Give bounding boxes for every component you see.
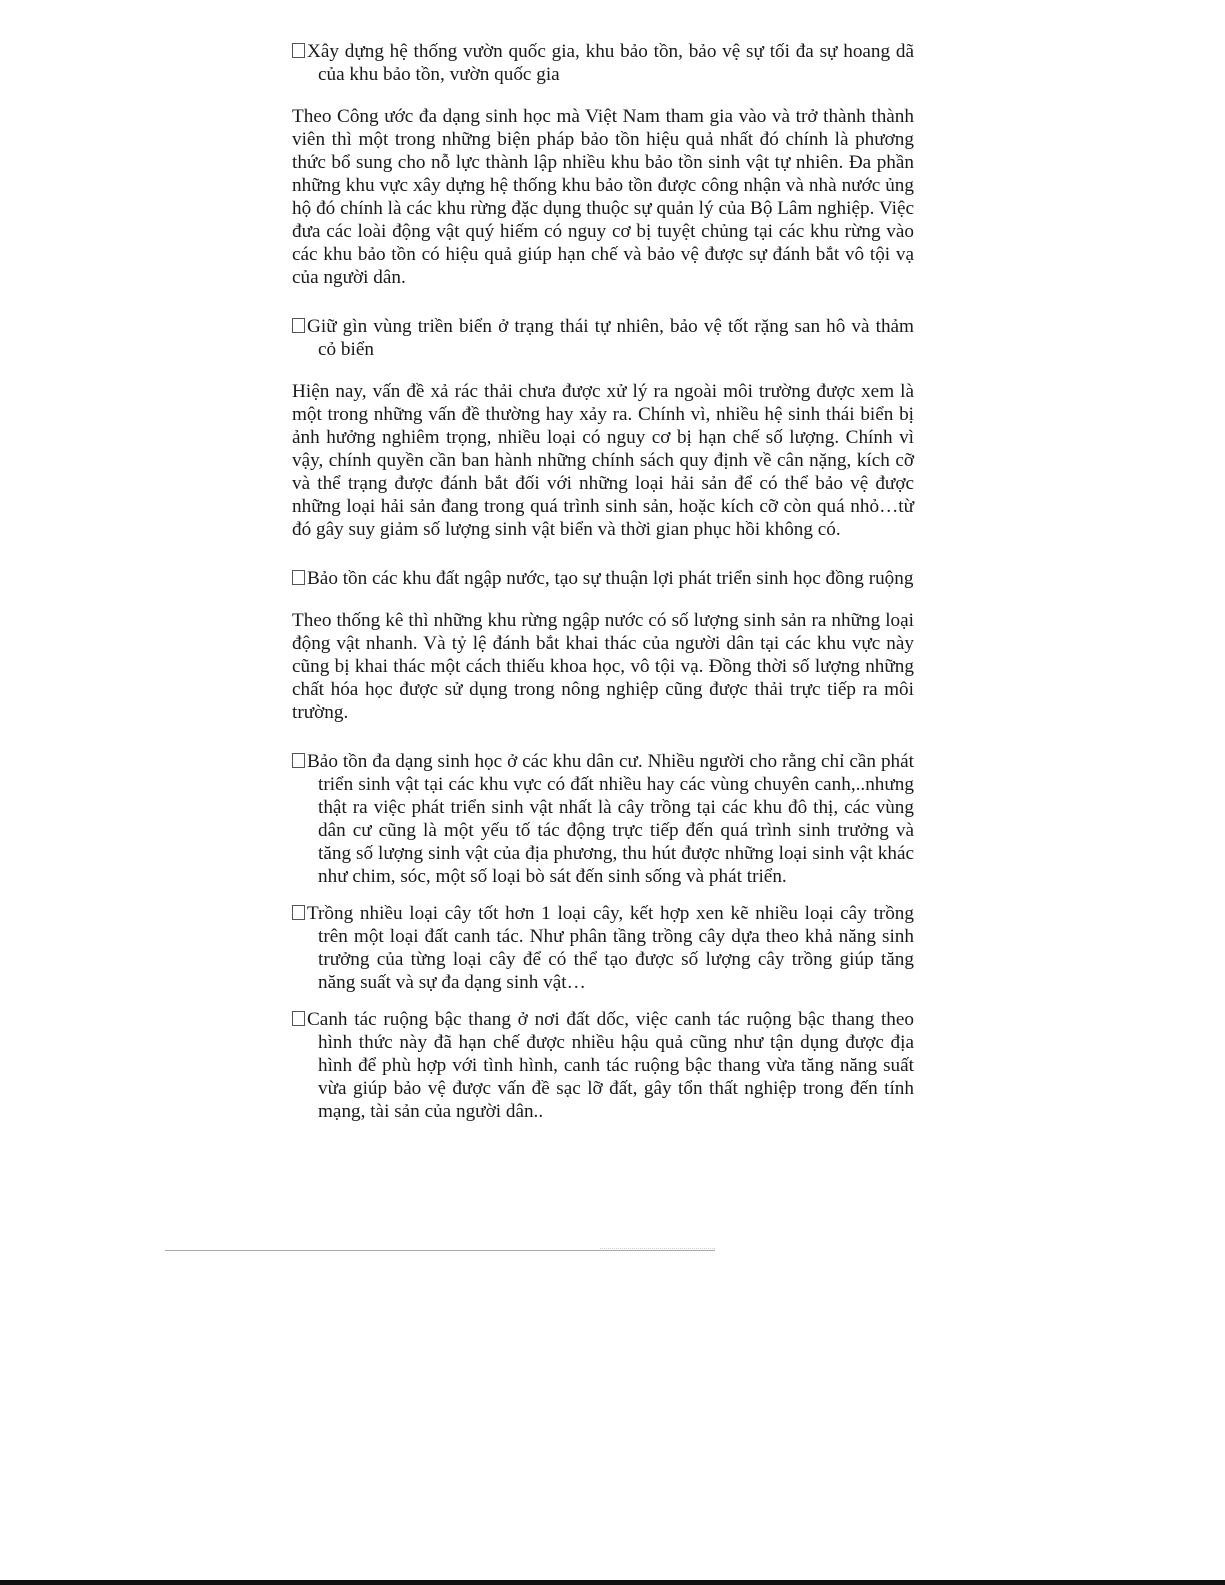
bullet-item — [292, 40, 914, 86]
checkbox-glyph-icon — [292, 905, 305, 920]
page-footer-divider-faint — [600, 1248, 715, 1249]
document-body — [292, 40, 914, 1123]
bullet-item — [292, 1008, 914, 1123]
checkbox-glyph-icon — [292, 318, 305, 333]
checkbox-glyph-icon — [292, 43, 305, 58]
bullet-text: Bảo tồn đa dạng sinh học ở các khu dân cư. Nhiều người cho rằng chỉ cần phát triển sinh vật tại các khu vực có đất nhiều hay các vùng chuyên canh,..nhưng thật ra việc phát triển sinh vật nhất là cây trồng tại các khu đô thị, các vùng dân cư cũng là một yếu tố tác động trực tiếp đến quá trình sinh trưởng và tăng số lượng sinh vật của địa phương, thu hút được những loại sinh vật khác như chim, sóc, một số loại bò sát đến sinh sống và phát triển. — [307, 751, 914, 887]
bullet-item — [292, 315, 914, 361]
paragraph: Theo thống kê thì những khu rừng ngập nước có số lượng sinh sản ra những loại động vật nhanh. Và tỷ lệ đánh bắt khai thác của người dân tại các khu vực này cũng bị khai thác một cách thiếu khoa học, vô tội vạ. Đồng thời số lượng những chất hóa học được sử dụng trong nông nghiệp cũng được thải trực tiếp ra môi trường. — [292, 610, 914, 723]
bullet-item — [292, 902, 914, 994]
bullet-text: Canh tác ruộng bậc thang ở nơi đất dốc, việc canh tác ruộng bậc thang theo hình thức này đã hạn chế được nhiều hậu quả cũng như tận dụng được địa hình để phù hợp với tình hình, canh tác ruộng bậc thang vừa tăng năng suất vừa giúp bảo vệ được vấn đề sạc lỡ đất, gây tổn thất nghiệp trong đến tính mạng, tài sản của người dân.. — [307, 1009, 914, 1122]
paragraph: Theo Công ước đa dạng sinh học mà Việt Nam tham gia vào và trở thành thành viên thì một trong những biện pháp bảo tồn hiệu quả nhất đó chính là phương thức bổ sung cho nỗ lực thành lập nhiều khu bảo tồn sinh vật tự nhiên. Đa phần những khu vực xây dựng hệ thống khu bảo tồn được công nhận và nhà nước ủng hộ đó chính là các khu rừng đặc dụng thuộc sự quản lý của Bộ Lâm nghiệp. Việc đưa các loài động vật quý hiếm có nguy cơ bị tuyệt chủng tại các khu rừng vào các khu bảo tồn có hiệu quả giúp hạn chế và bảo vệ được sự đánh bắt vô tội vạ của người dân. — [292, 106, 914, 288]
page-bottom-edge — [0, 1580, 1225, 1585]
page-footer-divider — [165, 1250, 715, 1251]
bullet-item — [292, 567, 914, 590]
checkbox-glyph-icon — [292, 1011, 305, 1026]
bullet-text: Xây dựng hệ thống vườn quốc gia, khu bảo tồn, bảo vệ sự tối đa sự hoang dã của khu bảo tồn, vườn quốc gia — [307, 41, 914, 85]
bullet-item — [292, 750, 914, 888]
paragraph: Hiện nay, vấn đề xả rác thải chưa được xử lý ra ngoài môi trường được xem là một trong những vấn đề thường hay xảy ra. Chính vì, nhiều hệ sinh thái biển bị ảnh hưởng nghiêm trọng, nhiều loại có nguy cơ bị hạn chế số lượng. Chính vì vậy, chính quyền cần ban hành những chính sách quy định về cân nặng, kích cỡ và thể trạng được đánh bắt đối với những loại hải sản để có thể bảo vệ được những loại hải sản đang trong quá trình sinh sản, hoặc kích cỡ còn quá nhỏ…từ đó gây suy giảm số lượng sinh vật biển và thời gian phục hồi không có. — [292, 381, 914, 540]
bullet-text: Bảo tồn các khu đất ngập nước, tạo sự thuận lợi phát triển sinh học đồng ruộng — [307, 568, 914, 589]
bullet-text: Giữ gìn vùng triền biển ở trạng thái tự nhiên, bảo vệ tốt rặng san hô và thảm cỏ biển — [307, 316, 914, 360]
checkbox-glyph-icon — [292, 570, 305, 585]
checkbox-glyph-icon — [292, 753, 305, 768]
bullet-text: Trồng nhiều loại cây tốt hơn 1 loại cây, kết hợp xen kẽ nhiều loại cây trồng trên một loại đất canh tác. Như phân tầng trồng cây dựa theo khả năng sinh trưởng của từng loại cây để có thể tạo được số lượng cây trồng giúp tăng năng suất và sự đa dạng sinh vật… — [307, 903, 914, 993]
